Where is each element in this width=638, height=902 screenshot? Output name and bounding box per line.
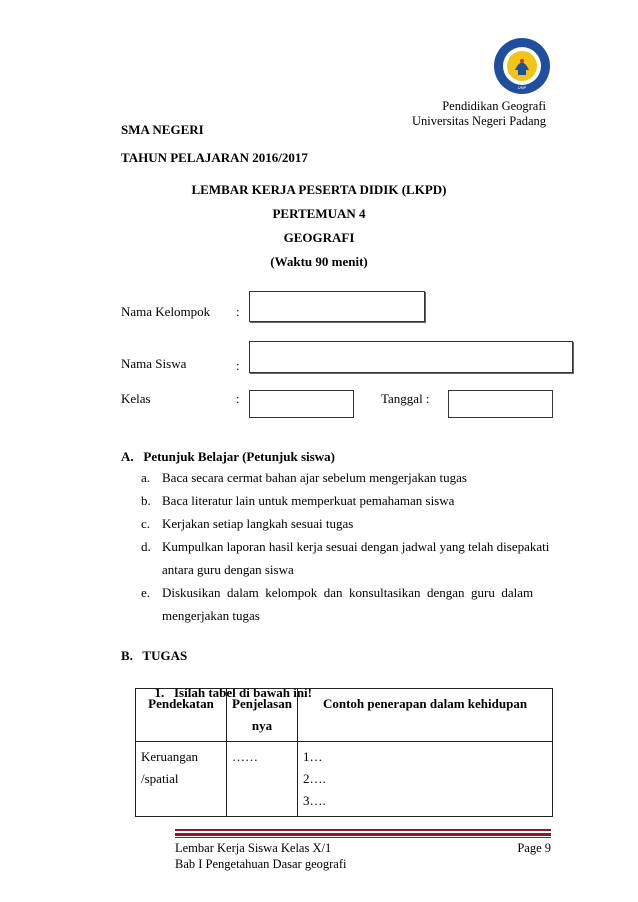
group-name-label: Nama Kelompok: [121, 304, 211, 319]
list-marker: a.: [141, 470, 151, 485]
footer-rule: [175, 837, 551, 838]
class-colon: :: [236, 391, 240, 406]
student-name-colon: :: [236, 358, 240, 373]
table-header-row: [136, 689, 553, 742]
list-marker: e.: [141, 585, 151, 600]
footer-chapter: Bab I Pengetahuan Dasar geografi: [175, 857, 347, 871]
document-title: LEMBAR KERJA PESERTA DIDIK (LKPD): [191, 182, 447, 197]
svg-text:UNP: UNP: [517, 85, 527, 90]
department-name: Pendidikan Geografi: [442, 99, 546, 113]
footer-rule: [175, 829, 551, 831]
time-limit: (Waktu 90 menit): [270, 254, 368, 269]
task-instruction-text: 1. Isilah tabel di bawah ini!: [154, 685, 312, 700]
instruction-text: Diskusikan dalam kelompok dan konsultasikan dengan guru dalam: [162, 585, 534, 600]
column-header-explanation: Penjelasan nya: [227, 689, 298, 742]
section-b-heading: B. TUGAS: [121, 648, 188, 663]
date-label: Tanggal :: [381, 391, 430, 406]
page-number: Page 9: [517, 841, 551, 855]
approach-cell: Keruangan /spatial: [136, 742, 227, 817]
subject-name: GEOGRAFI: [283, 230, 355, 245]
date-field[interactable]: [448, 390, 553, 418]
school-name: SMA NEGERI: [121, 122, 204, 137]
section-a-heading: A. Petunjuk Belajar (Petunjuk siswa): [121, 449, 335, 464]
instruction-text: Baca secara cermat bahan ajar sebelum mengerjakan tugas: [162, 470, 467, 485]
table-row: [136, 742, 553, 817]
footer-title: Lembar Kerja Siswa Kelas X/1: [175, 841, 332, 855]
list-marker: d.: [141, 539, 151, 554]
task-table: [135, 688, 553, 817]
meeting-number: PERTEMUAN 4: [272, 206, 366, 221]
instruction-text: mengerjakan tugas: [162, 608, 260, 623]
student-name-label: Nama Siswa: [121, 356, 187, 371]
instruction-text: Kerjakan setiap langkah sesuai tugas: [162, 516, 354, 531]
examples-cell[interactable]: 1… 2…. 3….: [298, 742, 553, 817]
university-name: Universitas Negeri Padang: [412, 114, 546, 128]
list-marker: c.: [141, 516, 151, 531]
list-marker: b.: [141, 493, 151, 508]
explanation-cell[interactable]: ……: [227, 742, 298, 817]
instruction-text: Baca literatur lain untuk memperkuat pemahaman siswa: [162, 493, 455, 508]
student-name-field[interactable]: [249, 341, 573, 373]
instruction-text: antara guru dengan siswa: [162, 562, 294, 577]
class-label: Kelas: [121, 391, 151, 406]
footer-rule: [175, 833, 551, 836]
unp-logo-icon: [493, 37, 551, 95]
column-header-examples: Contoh penerapan dalam kehidupan: [298, 689, 553, 742]
group-name-field[interactable]: [249, 291, 425, 322]
class-field[interactable]: [249, 390, 354, 418]
instruction-text: Kumpulkan laporan hasil kerja sesuai dengan jadwal yang telah disepakati: [162, 539, 550, 554]
academic-year: TAHUN PELAJARAN 2016/2017: [121, 150, 308, 165]
group-name-colon: :: [236, 304, 240, 319]
column-header-approach: Pendekatan: [136, 689, 227, 742]
